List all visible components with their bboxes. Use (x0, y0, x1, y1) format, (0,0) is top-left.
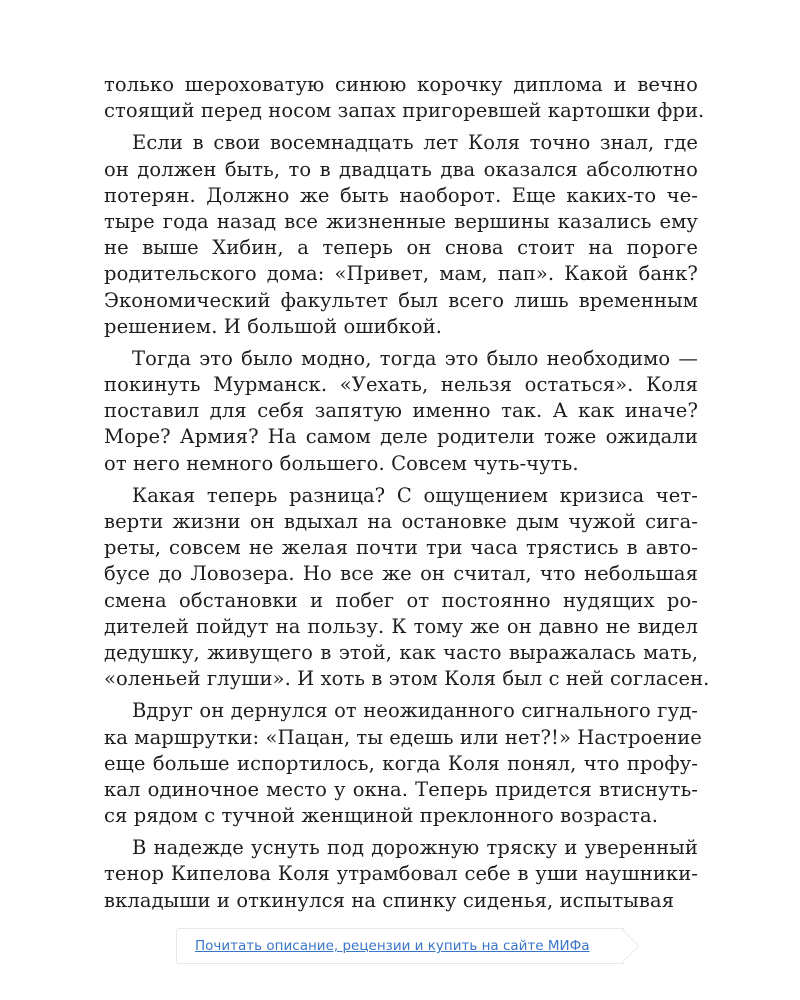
text-line: только шероховатую синюю корочку диплома и вечно (104, 73, 698, 96)
paragraph (104, 835, 698, 914)
text-line: Какая теперь разница? С ощущением кризиса чет- (132, 483, 698, 507)
text-line: бусе до Ловозера. Но все же он считал, что небольшая (104, 562, 698, 586)
text-line: стоящий перед носом запах пригоревшей картошки фри. (104, 99, 705, 123)
text-line: поставил для себя запятую именно так. А как иначе? (104, 399, 698, 423)
text-line: Если в свои восемнадцать лет Коля точно знал, где (132, 131, 698, 155)
text-line: тыре года назад все жизненные вершины казались ему (104, 209, 698, 233)
paragraph (104, 72, 705, 124)
text-line: он должен быть, то в двадцать два оказался абсолютно (104, 157, 698, 181)
text-line: ся рядом с тучной женщиной преклонного возраста. (104, 804, 659, 828)
text-line: не выше Хибин, а теперь он снова стоит на пороге (104, 236, 698, 260)
text-line: Экономический факультет был всего лишь временным (104, 288, 698, 312)
text-line: ка маршрутки: «Пацан, ты едешь или нет?!» Настроение (104, 725, 702, 749)
text-line: дедушку, живущего в этой, как часто выражалась мать, (104, 640, 698, 664)
paragraph (104, 483, 710, 693)
chevron-right-icon (603, 928, 640, 965)
mif-store-link[interactable]: Почитать описание, рецензии и купить на сайте МИФа (195, 938, 590, 954)
paragraph (104, 698, 702, 829)
text-line: потерян. Должно же быть наоборот. Еще каких-то че- (104, 183, 698, 207)
text-line: реты, совсем не желая почти три часа трястись в авто- (104, 536, 698, 560)
text-line: решением. И большой ошибкой. (104, 314, 443, 338)
text-line: «оленьей глуши». И хоть в этом Коля был с ней согласен. (104, 667, 710, 691)
footer-banner[interactable] (176, 928, 624, 964)
text-line: Вдруг он дернулся от неожиданного сигнального гуд- (132, 699, 698, 723)
text-line: от него немного большего. Совсем чуть-чуть. (104, 451, 579, 475)
text-line: Море? Армия? На самом деле родители тоже ожидали (104, 425, 698, 449)
text-line: смена обстановки и побег от постоянно нудящих ро- (104, 588, 698, 612)
text-line: В надежде уснуть под дорожную тряску и уверенный (132, 836, 698, 860)
text-line: родительского дома: «Привет, мам, пап». Какой банк? (104, 262, 698, 286)
paragraph (104, 130, 698, 340)
text-line: еще больше испортилось, когда Коля понял, что профу- (104, 751, 698, 775)
book-page-text (104, 72, 710, 914)
text-line: тенор Кипелова Коля утрамбовал себе в уши наушники- (104, 862, 698, 886)
text-line: верти жизни он вдыхал на остановке дым чужой сига- (104, 510, 698, 533)
paragraph (104, 346, 698, 477)
text-line: вкладыши и откинулся на спинку сиденья, испытывая (104, 888, 675, 912)
text-line: Тогда это было модно, тогда это было необходимо — (132, 346, 698, 370)
text-line: кал одиночное место у окна. Теперь придется втиснуть- (104, 777, 698, 801)
text-line: покинуть Мурманск. «Уехать, нельзя остаться». Коля (104, 373, 698, 397)
text-line: дителей пойдут на пользу. К тому же он давно не видел (104, 614, 698, 638)
